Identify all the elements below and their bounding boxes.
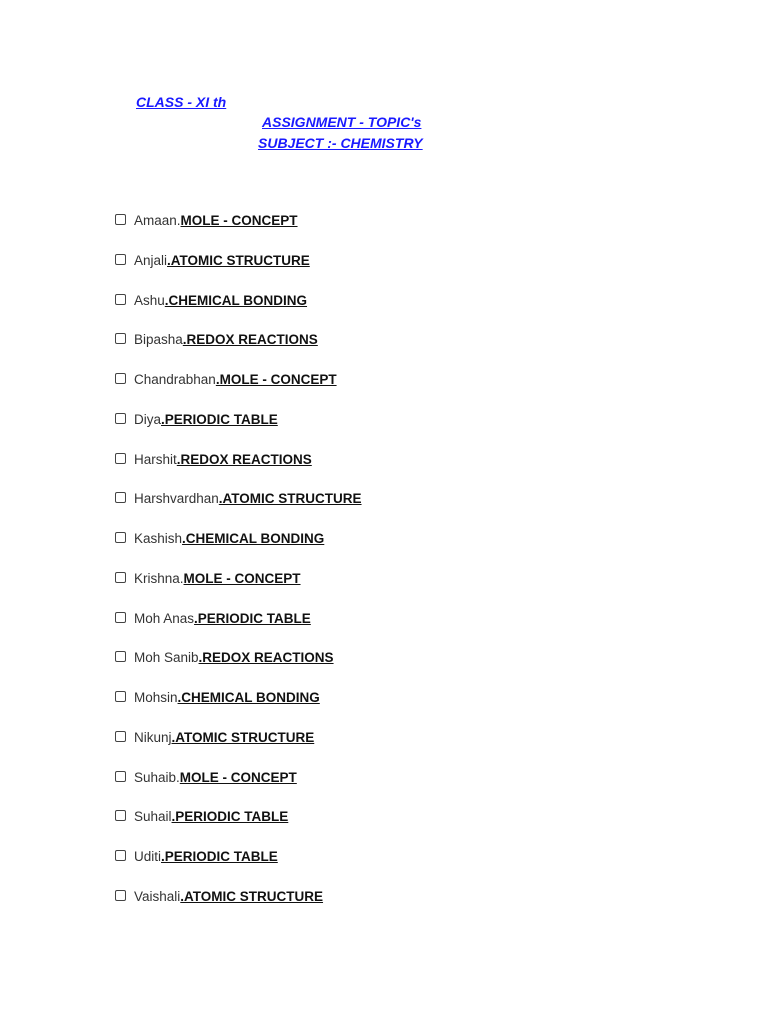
topic-label: .REDOX REACTIONS (198, 650, 334, 666)
checklist-item (115, 689, 362, 729)
topic-label: .CHEMICAL BONDING (177, 690, 320, 705)
student-name: Chandrabhan (134, 372, 216, 387)
checkbox-icon[interactable] (115, 731, 126, 742)
checkbox-icon[interactable] (115, 572, 126, 583)
topic-label: .REDOX REACTIONS (182, 332, 318, 348)
topic-label: .PERIODIC TABLE (161, 849, 278, 864)
student-name: Amaan. (134, 213, 181, 228)
checkbox-icon[interactable] (115, 214, 126, 225)
checkbox-icon[interactable] (115, 850, 126, 861)
checklist-item (115, 292, 362, 332)
student-name: Uditi (134, 849, 162, 864)
checklist-item (115, 530, 362, 570)
checkbox-icon[interactable] (115, 532, 126, 543)
checklist-item (115, 570, 362, 610)
class-heading[interactable]: CLASS - XI th (136, 94, 227, 110)
student-name: Moh Anas (134, 610, 195, 626)
checklist-item (115, 490, 362, 530)
checklist-item (115, 451, 362, 491)
checkbox-icon[interactable] (115, 294, 126, 305)
topic-label: .MOLE - CONCEPT (215, 372, 337, 387)
student-name: Krishna. (134, 570, 184, 586)
checkbox-icon[interactable] (115, 492, 126, 503)
topic-label: .PERIODIC TABLE (194, 610, 311, 626)
topic-label: .ATOMIC STRUCTURE (218, 491, 362, 507)
student-name: Nikunj (134, 729, 172, 745)
topic-label: .ATOMIC STRUCTURE (171, 729, 315, 745)
checklist-item (115, 808, 362, 848)
checklist-item (115, 610, 362, 650)
student-name: Harshvardhan (134, 491, 219, 507)
topic-label: MOLE - CONCEPT (180, 213, 298, 228)
checklist-item (115, 729, 362, 769)
subject-heading[interactable]: SUBJECT :- CHEMISTRY (258, 135, 423, 151)
checklist-item (115, 769, 362, 809)
checklist-item (115, 331, 362, 371)
topic-label: .REDOX REACTIONS (176, 451, 312, 467)
checkbox-icon[interactable] (115, 333, 126, 344)
topic-label: MOLE - CONCEPT (183, 570, 301, 586)
checkbox-icon[interactable] (115, 373, 126, 384)
topic-label: .ATOMIC STRUCTURE (167, 252, 310, 268)
checklist-item (115, 411, 362, 451)
checklist-item (115, 888, 362, 928)
student-name: Bipasha (134, 332, 183, 348)
student-name: Ashu (134, 292, 165, 308)
student-name: Kashish (134, 531, 183, 546)
student-name: Anjali (134, 252, 168, 268)
checkbox-icon[interactable] (115, 691, 126, 702)
checkbox-icon[interactable] (115, 810, 126, 821)
student-name: Mohsin (134, 690, 178, 705)
checkbox-icon[interactable] (115, 651, 126, 662)
checkbox-icon[interactable] (115, 413, 126, 424)
checklist-item (115, 371, 362, 411)
checkbox-icon[interactable] (115, 453, 126, 464)
topic-label: .CHEMICAL BONDING (164, 292, 308, 308)
student-name: Moh Sanib (134, 650, 199, 666)
student-name: Harshit (134, 451, 177, 467)
assignment-heading[interactable]: ASSIGNMENT - TOPIC's (262, 114, 422, 130)
checklist-item (115, 252, 362, 292)
checkbox-icon[interactable] (115, 612, 126, 623)
topic-label: .PERIODIC TABLE (171, 809, 289, 825)
checkbox-icon[interactable] (115, 890, 126, 901)
assignment-checklist (115, 212, 362, 928)
topic-label: .PERIODIC TABLE (161, 411, 278, 427)
topic-label: MOLE - CONCEPT (179, 769, 297, 785)
checkbox-icon[interactable] (115, 771, 126, 782)
checkbox-icon[interactable] (115, 254, 126, 265)
checklist-item (115, 212, 362, 252)
topic-label: .ATOMIC STRUCTURE (180, 888, 324, 904)
topic-label: .CHEMICAL BONDING (182, 531, 325, 546)
checklist-item (115, 649, 362, 689)
student-name: Suhaib. (134, 769, 180, 785)
checklist-item (115, 848, 362, 888)
student-name: Vaishali (134, 888, 181, 904)
student-name: Diya (134, 411, 162, 427)
student-name: Suhail (134, 809, 172, 825)
